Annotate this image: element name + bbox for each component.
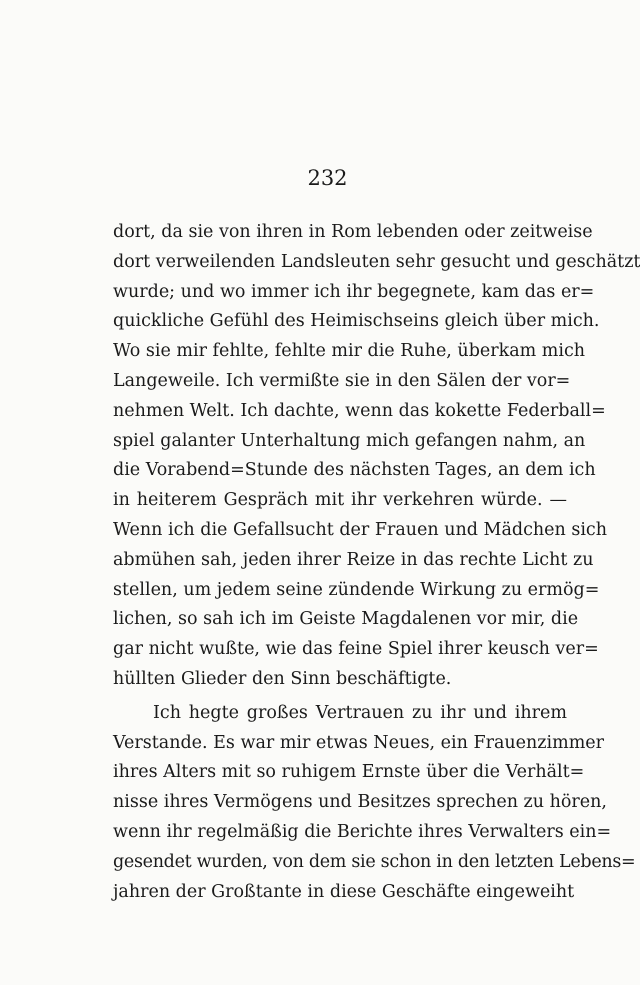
paragraph-1 xyxy=(113,218,640,695)
text-line: stellen, um jedem seine zündende Wirkung zu ermög= xyxy=(113,579,600,600)
text-line: nisse ihres Vermögens und Besitzes sprechen zu hören, xyxy=(113,792,607,813)
text-line: die Vorabend=Stunde des nächsten Tages, an dem ich xyxy=(113,460,596,481)
text-line: gesendet wurden, von dem sie schon in den letzten Lebens= xyxy=(113,851,636,872)
text-line: gar nicht wußte, wie das feine Spiel ihrer keusch ver= xyxy=(113,639,599,660)
page-number: 232 xyxy=(307,166,348,190)
text-line: Ich hegte großes Vertrauen zu ihr und ihrem xyxy=(153,702,567,723)
text-line: wurde; und wo immer ich ihr begegnete, kam das er= xyxy=(113,281,595,302)
text-line: dort, da sie von ihren in Rom lebenden oder zeitweise xyxy=(113,222,593,242)
text-line: quickliche Gefühl des Heimischseins gleich über mich. xyxy=(113,311,600,332)
text-line: wenn ihr regelmäßig die Berichte ihres Verwalters ein= xyxy=(113,821,612,842)
text-line: hüllten Glieder den Sinn beschäftigte. xyxy=(113,668,452,689)
text-line: lichen, so sah ich im Geiste Magdalenen vor mir, die xyxy=(113,609,579,630)
paragraph-2 xyxy=(113,699,636,908)
text-line: nehmen Welt. Ich dachte, wenn das kokette Federball= xyxy=(113,400,606,421)
body-text xyxy=(113,218,640,907)
text-line: abmühen sah, jeden ihrer Reize in das rechte Licht zu xyxy=(113,549,594,570)
text-line: spiel galanter Unterhaltung mich gefangen nahm, an xyxy=(113,430,586,451)
text-line: jahren der Großtante in diese Geschäfte eingeweiht xyxy=(113,881,575,902)
text-line: Langeweile. Ich vermißte sie in den Sälen der vor= xyxy=(113,370,571,391)
text-line: in heiterem Gespräch mit ihr verkehren würde. — xyxy=(113,490,567,511)
text-line: ihres Alters mit so ruhigem Ernste über die Verhält= xyxy=(113,762,585,783)
text-line: Wenn ich die Gefallsucht der Frauen und Mädchen sich xyxy=(113,519,607,540)
text-line: Wo sie mir fehlte, fehlte mir die Ruhe, überkam mich xyxy=(113,341,586,362)
text-line: Verstande. Es war mir etwas Neues, ein Frauenzimmer xyxy=(113,732,605,753)
text-line: dort verweilenden Landsleuten sehr gesucht und geschätzt xyxy=(113,251,640,272)
